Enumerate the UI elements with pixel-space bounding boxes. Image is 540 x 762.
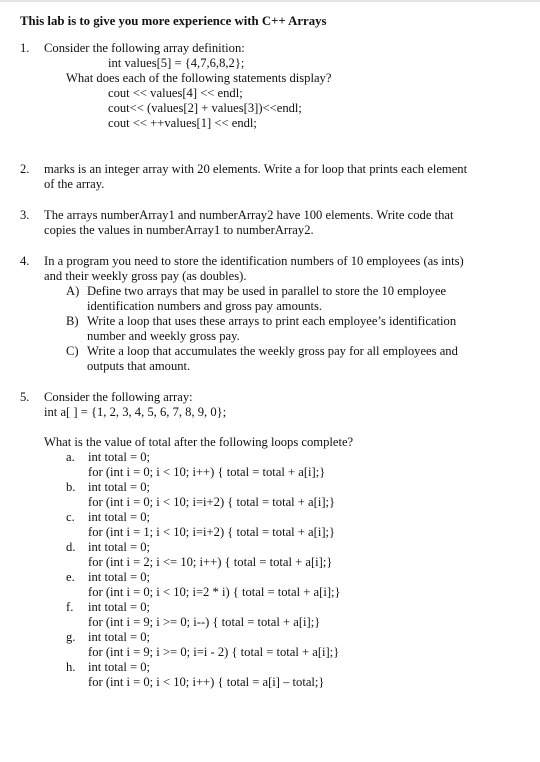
loop-label: b.: [66, 480, 76, 494]
loop-item-h: [44, 660, 532, 690]
loop-item-g: [44, 630, 532, 660]
question-number: 5.: [20, 390, 30, 404]
question-5: [20, 390, 532, 690]
question-prompt: What does each of the following statements display?: [66, 71, 332, 85]
sub-part-label: B): [66, 314, 79, 328]
loop-label: f.: [66, 600, 74, 614]
loop-item-f: [44, 600, 532, 630]
loop-code: for (int i = 2; i <= 10; i++) { total = total + a[i];}: [88, 555, 333, 569]
loop-code: for (int i = 9; i >= 0; i=i - 2) { total = total + a[i];}: [88, 645, 340, 659]
question-1: [20, 41, 532, 131]
sub-part-label: A): [66, 284, 80, 298]
question-prompt: What is the value of total after the following loops complete?: [44, 435, 354, 449]
question-text-line: In a program you need to store the identification numbers of 10 employees (as ints): [44, 254, 464, 268]
loop-item-c: [44, 510, 532, 540]
sub-part-line: Write a loop that uses these arrays to print each employee’s identification: [87, 314, 457, 328]
loop-code: for (int i = 0; i < 10; i++) { total = total + a[i];}: [88, 465, 326, 479]
loop-code: for (int i = 0; i < 10; i=2 * i) { total = total + a[i];}: [88, 585, 341, 599]
question-number: 4.: [20, 254, 30, 268]
top-border: [0, 0, 540, 2]
loop-item-b: [44, 480, 532, 510]
array-definition: int values[5] = {4,7,6,8,2};: [108, 56, 245, 70]
loop-label: d.: [66, 540, 76, 554]
loop-item-e: [44, 570, 532, 600]
sub-part-a: [44, 284, 532, 314]
loop-item-a: [44, 450, 532, 480]
question-4: [20, 254, 532, 374]
question-text: Consider the following array:: [44, 390, 193, 404]
question-number: 3.: [20, 208, 30, 222]
sub-part-line: Write a loop that accumulates the weekly gross pay for all employees and: [87, 344, 458, 358]
loop-init: int total = 0;: [88, 510, 151, 524]
loop-code: for (int i = 0; i < 10; i=i+2) { total = total + a[i];}: [88, 495, 336, 509]
question-3: [20, 208, 532, 238]
sub-part-c: [44, 344, 532, 374]
sub-part-line: Define two arrays that may be used in parallel to store the 10 employee: [87, 284, 447, 298]
question-text-line: of the array.: [44, 177, 105, 191]
loop-label: h.: [66, 660, 76, 674]
array-definition: int a[ ] = {1, 2, 3, 4, 5, 6, 7, 8, 9, 0};: [44, 405, 227, 419]
sub-part-b: [44, 314, 532, 344]
loop-label: g.: [66, 630, 76, 644]
loop-init: int total = 0;: [88, 600, 151, 614]
question-number: 1.: [20, 41, 30, 55]
question-text-line: and their weekly gross pay (as doubles).: [44, 269, 247, 283]
question-text-line: marks is an integer array with 20 elements. Write a for loop that prints each element: [44, 162, 468, 176]
loop-init: int total = 0;: [88, 660, 151, 674]
loop-code: for (int i = 0; i < 10; i++) { total = a[i] – total;}: [88, 675, 325, 689]
code-statement: cout << ++values[1] << endl;: [108, 116, 257, 130]
loop-label: e.: [66, 570, 75, 584]
loop-init: int total = 0;: [88, 570, 151, 584]
code-statement: cout << values[4] << endl;: [108, 86, 243, 100]
sub-part-line: identification numbers and gross pay amounts.: [87, 299, 323, 313]
loop-code: for (int i = 1; i < 10; i=i+2) { total = total + a[i];}: [88, 525, 336, 539]
lab-document: [20, 14, 532, 706]
sub-part-line: number and weekly gross pay.: [87, 329, 240, 343]
question-2: [20, 162, 532, 192]
question-text-line: copies the values in numberArray1 to numberArray2.: [44, 223, 314, 237]
loop-init: int total = 0;: [88, 630, 151, 644]
question-number: 2.: [20, 162, 30, 176]
question-text-line: The arrays numberArray1 and numberArray2 have 100 elements. Write code that: [44, 208, 454, 222]
loop-init: int total = 0;: [88, 450, 151, 464]
sub-part-label: C): [66, 344, 79, 358]
code-statement: cout<< (values[2] + values[3])<<endl;: [108, 101, 302, 115]
document-title: This lab is to give you more experience with C++ Arrays: [20, 14, 327, 28]
loop-init: int total = 0;: [88, 480, 151, 494]
loop-init: int total = 0;: [88, 540, 151, 554]
loop-label: c.: [66, 510, 75, 524]
sub-part-line: outputs that amount.: [87, 359, 191, 373]
question-text: Consider the following array definition:: [44, 41, 245, 55]
loop-label: a.: [66, 450, 75, 464]
loop-code: for (int i = 9; i >= 0; i--) { total = total + a[i];}: [88, 615, 321, 629]
loop-item-d: [44, 540, 532, 570]
